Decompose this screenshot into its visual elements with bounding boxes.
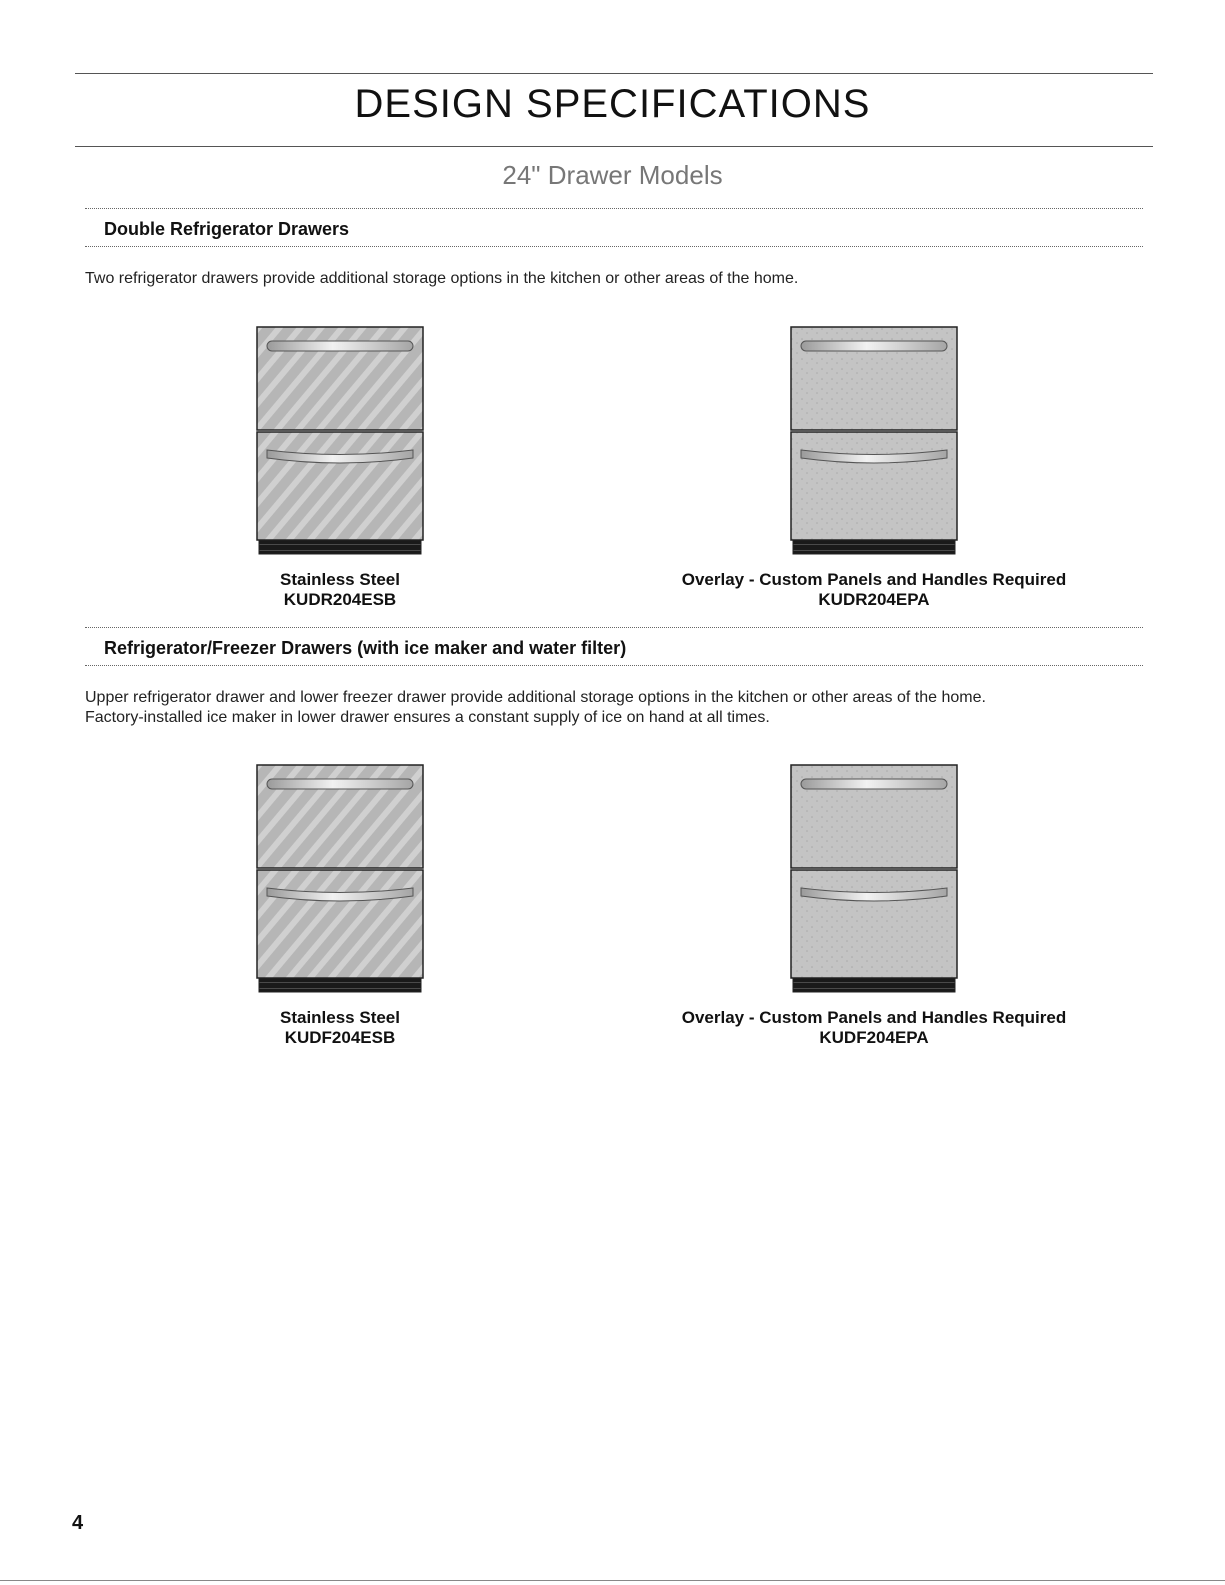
drawer-image-stainless — [256, 326, 424, 556]
title-rule — [75, 146, 1153, 147]
page-title: DESIGN SPECIFICATIONS — [354, 82, 871, 126]
page-subtitle: 24" Drawer Models — [502, 160, 723, 190]
section-2-top-rule — [85, 627, 1143, 628]
drawer-illustration — [790, 326, 958, 556]
section-2-description-line-2: Factory-installed ice maker in lower drawer ensures a constant supply of ice on hand at all times. — [85, 709, 770, 726]
product-name: Overlay - Custom Panels and Handles Required — [681, 1008, 1067, 1027]
drawer-illustration — [256, 326, 424, 556]
section-2-description-line-1: Upper refrigerator drawer and lower freezer drawer provide additional storage options in the kitchen or other areas of the home. — [85, 689, 986, 706]
section-2-bottom-rule — [85, 665, 1143, 666]
section-1-title: Double Refrigerator Drawers — [104, 219, 350, 239]
page-number: 4 — [72, 1512, 84, 1534]
product-kudf204esb — [130, 764, 550, 1048]
product-kudf204epa — [664, 764, 1084, 1048]
section-1-top-rule — [85, 208, 1143, 209]
drawer-image-stainless — [256, 764, 424, 994]
product-model: KUDR204ESB — [283, 590, 397, 609]
drawer-image-overlay — [790, 764, 958, 994]
product-kudr204esb — [130, 326, 550, 610]
drawer-illustration — [790, 764, 958, 994]
product-name: Stainless Steel — [279, 1008, 400, 1027]
section-1-description: Two refrigerator drawers provide additional storage options in the kitchen or other areas of the home. — [85, 270, 799, 287]
product-kudr204epa — [664, 326, 1084, 610]
section-1-bottom-rule — [85, 246, 1143, 247]
product-name: Stainless Steel — [279, 570, 400, 589]
product-model: KUDF204EPA — [819, 1028, 929, 1047]
drawer-illustration — [256, 764, 424, 994]
section-2-title: Refrigerator/Freezer Drawers (with ice maker and water filter) — [104, 638, 627, 658]
drawer-image-overlay — [790, 326, 958, 556]
bottom-rule — [0, 1580, 1225, 1581]
product-name: Overlay - Custom Panels and Handles Required — [681, 570, 1067, 589]
product-model: KUDR204EPA — [818, 590, 930, 609]
top-rule — [75, 73, 1153, 74]
section-2-description — [85, 688, 1145, 728]
product-model: KUDF204ESB — [284, 1028, 396, 1047]
